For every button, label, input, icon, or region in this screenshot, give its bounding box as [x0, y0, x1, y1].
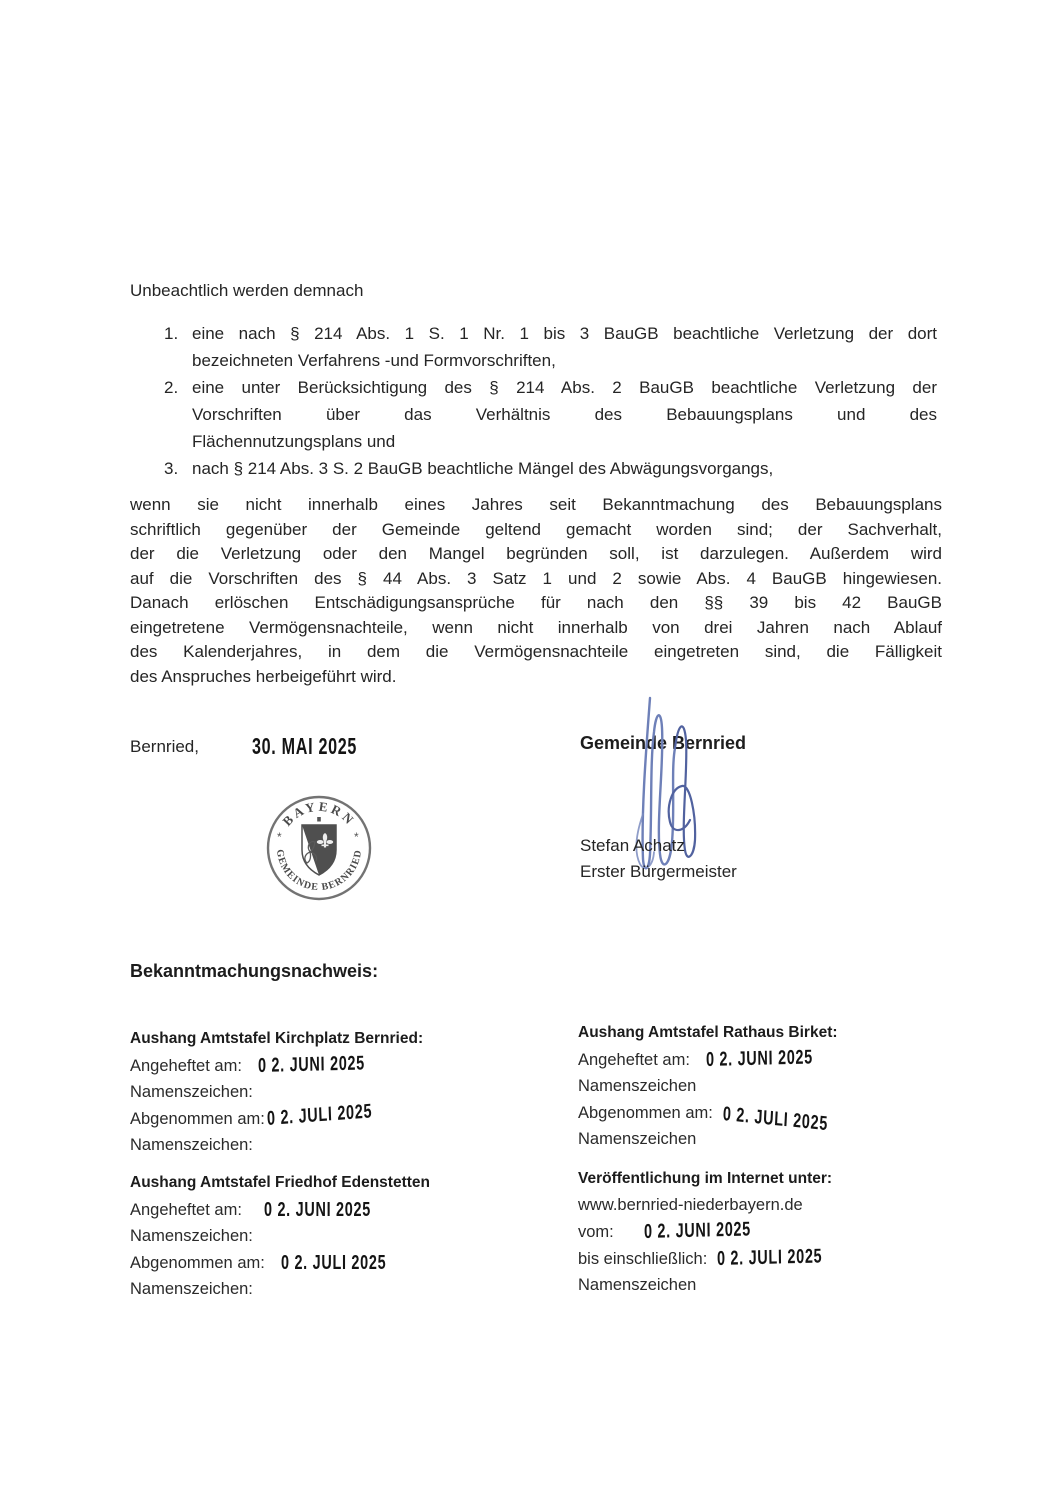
proof-block-rathaus-birket: [578, 1020, 1023, 1152]
legal-paragraph: [130, 493, 942, 689]
field-label: Abgenommen am:: [130, 1254, 265, 1272]
paragraph-line: schriftlich gegenüber der Gemeinde geltend gemacht worden sind; der Sachverhalt,: [130, 519, 942, 539]
proof-block-title: Veröffentlichung im Internet unter:: [578, 1170, 833, 1187]
field-label: Angeheftet am:: [130, 1057, 242, 1075]
list-number: 2.: [164, 378, 179, 397]
date-stamp: 0 2. JULI 2025: [280, 1252, 387, 1274]
list-item: [130, 320, 942, 374]
date-stamp: 0 2. JUNI 2025: [643, 1218, 751, 1243]
proof-block-internet: [578, 1166, 1023, 1298]
list-number: 3.: [164, 459, 179, 478]
paragraph-line: Danach erlöschen Entschädigungsansprüche für nach den §§ 39 bis 42 BauGB: [130, 593, 942, 612]
field-label: Angeheftet am:: [578, 1051, 690, 1069]
field-label: Abgenommen am:: [578, 1104, 713, 1122]
list-item-line: Vorschriften über das Verhältnis des Bebauungsplans und des: [192, 405, 937, 424]
field-label: Namenszeichen:: [130, 1280, 253, 1298]
proof-block-friedhof-edenstetten: [130, 1170, 575, 1302]
signer-title: Erster Bürgermeister: [580, 862, 737, 881]
field-label: Namenszeichen:: [130, 1083, 253, 1101]
list-item-line: eine nach § 214 Abs. 1 S. 1 Nr. 1 bis 3 BauGB beachtliche Verletzung der dort: [192, 324, 937, 343]
list-item: [130, 374, 942, 455]
proof-block-title: Aushang Amtstafel Kirchplatz Bernried:: [130, 1030, 424, 1047]
list-item: [130, 455, 942, 482]
field-label: Namenszeichen: [578, 1130, 697, 1148]
municipal-seal-icon: [262, 791, 376, 905]
organization-name: Gemeinde Bernried: [580, 733, 747, 753]
field-label: Abgenommen am:: [130, 1110, 265, 1128]
signing-place: Bernried,: [130, 737, 199, 756]
paragraph-line: eingetretene Vermögensnachteile, wenn nicht innerhalb von drei Jahren nach Ablauf: [130, 617, 942, 637]
field-label: Namenszeichen:: [130, 1227, 253, 1245]
list-item-line: bezeichneten Verfahrens -und Formvorschriften,: [192, 351, 556, 370]
date-stamp: 0 2. JULI 2025: [717, 1245, 823, 1270]
proof-block-title: Aushang Amtstafel Friedhof Edenstetten: [130, 1174, 430, 1191]
svg-text:GEMEINDE BERNRIED: GEMEINDE BERNRIED: [273, 848, 365, 894]
list-item-line: Flächennutzungsplans und: [192, 432, 396, 451]
seal-star-right: *: [354, 830, 359, 844]
list-number: 1.: [164, 324, 179, 343]
field-label: Namenszeichen: [578, 1276, 697, 1294]
seal-star-left: *: [277, 830, 282, 844]
proof-heading: Bekanntmachungsnachweis:: [130, 961, 379, 981]
intro-line: Unbeachtlich werden demnach: [130, 281, 364, 300]
website-url: www.bernried-niederbayern.de: [578, 1196, 803, 1214]
field-label: Namenszeichen: [578, 1077, 697, 1095]
paragraph-line: wenn sie nicht innerhalb eines Jahres seit Bekanntmachung des Bebauungsplans: [130, 495, 942, 514]
signer-name: Stefan Achatz: [580, 836, 685, 855]
list-item-line: nach § 214 Abs. 3 S. 2 BauGB beachtliche Mängel des Abwägungsvorgangs,: [192, 459, 774, 478]
field-label: bis einschließlich:: [578, 1250, 708, 1268]
svg-text:BAYERN: BAYERN: [279, 798, 359, 829]
paragraph-line: des Anspruches herbeigeführt wird.: [130, 666, 397, 686]
date-stamp: 30. MAI 2025: [252, 733, 358, 759]
date-stamp: 0 2. JULI 2025: [722, 1103, 829, 1136]
date-stamp: 0 2. JULI 2025: [266, 1100, 373, 1130]
paragraph-line: der die Verletzung oder den Mangel begründen soll, ist darzulegen. Außerdem wird: [130, 544, 942, 563]
proof-block-kirchplatz: [130, 1026, 575, 1158]
field-label: Angeheftet am:: [130, 1201, 242, 1219]
paragraph-line: auf die Vorschriften des § 44 Abs. 3 Satz 1 und 2 sowie Abs. 4 BauGB hingewiesen.: [130, 568, 942, 588]
legal-list: [130, 320, 942, 482]
paragraph-line: des Kalenderjahres, in dem die Vermögensnachteile eingetreten sind, die Fälligkeit: [130, 642, 942, 661]
list-item-line: eine unter Berücksichtigung des § 214 Abs. 2 BauGB beachtliche Verletzung der: [192, 378, 937, 397]
date-stamp: 0 2. JUNI 2025: [257, 1052, 365, 1077]
date-stamp: 0 2. JUNI 2025: [263, 1199, 371, 1221]
field-label: Namenszeichen:: [130, 1136, 253, 1154]
signer-block: [580, 833, 737, 885]
proof-block-title: Aushang Amtstafel Rathaus Birket:: [578, 1024, 838, 1041]
date-stamp: 0 2. JUNI 2025: [705, 1046, 813, 1071]
field-label: vom:: [578, 1223, 614, 1241]
